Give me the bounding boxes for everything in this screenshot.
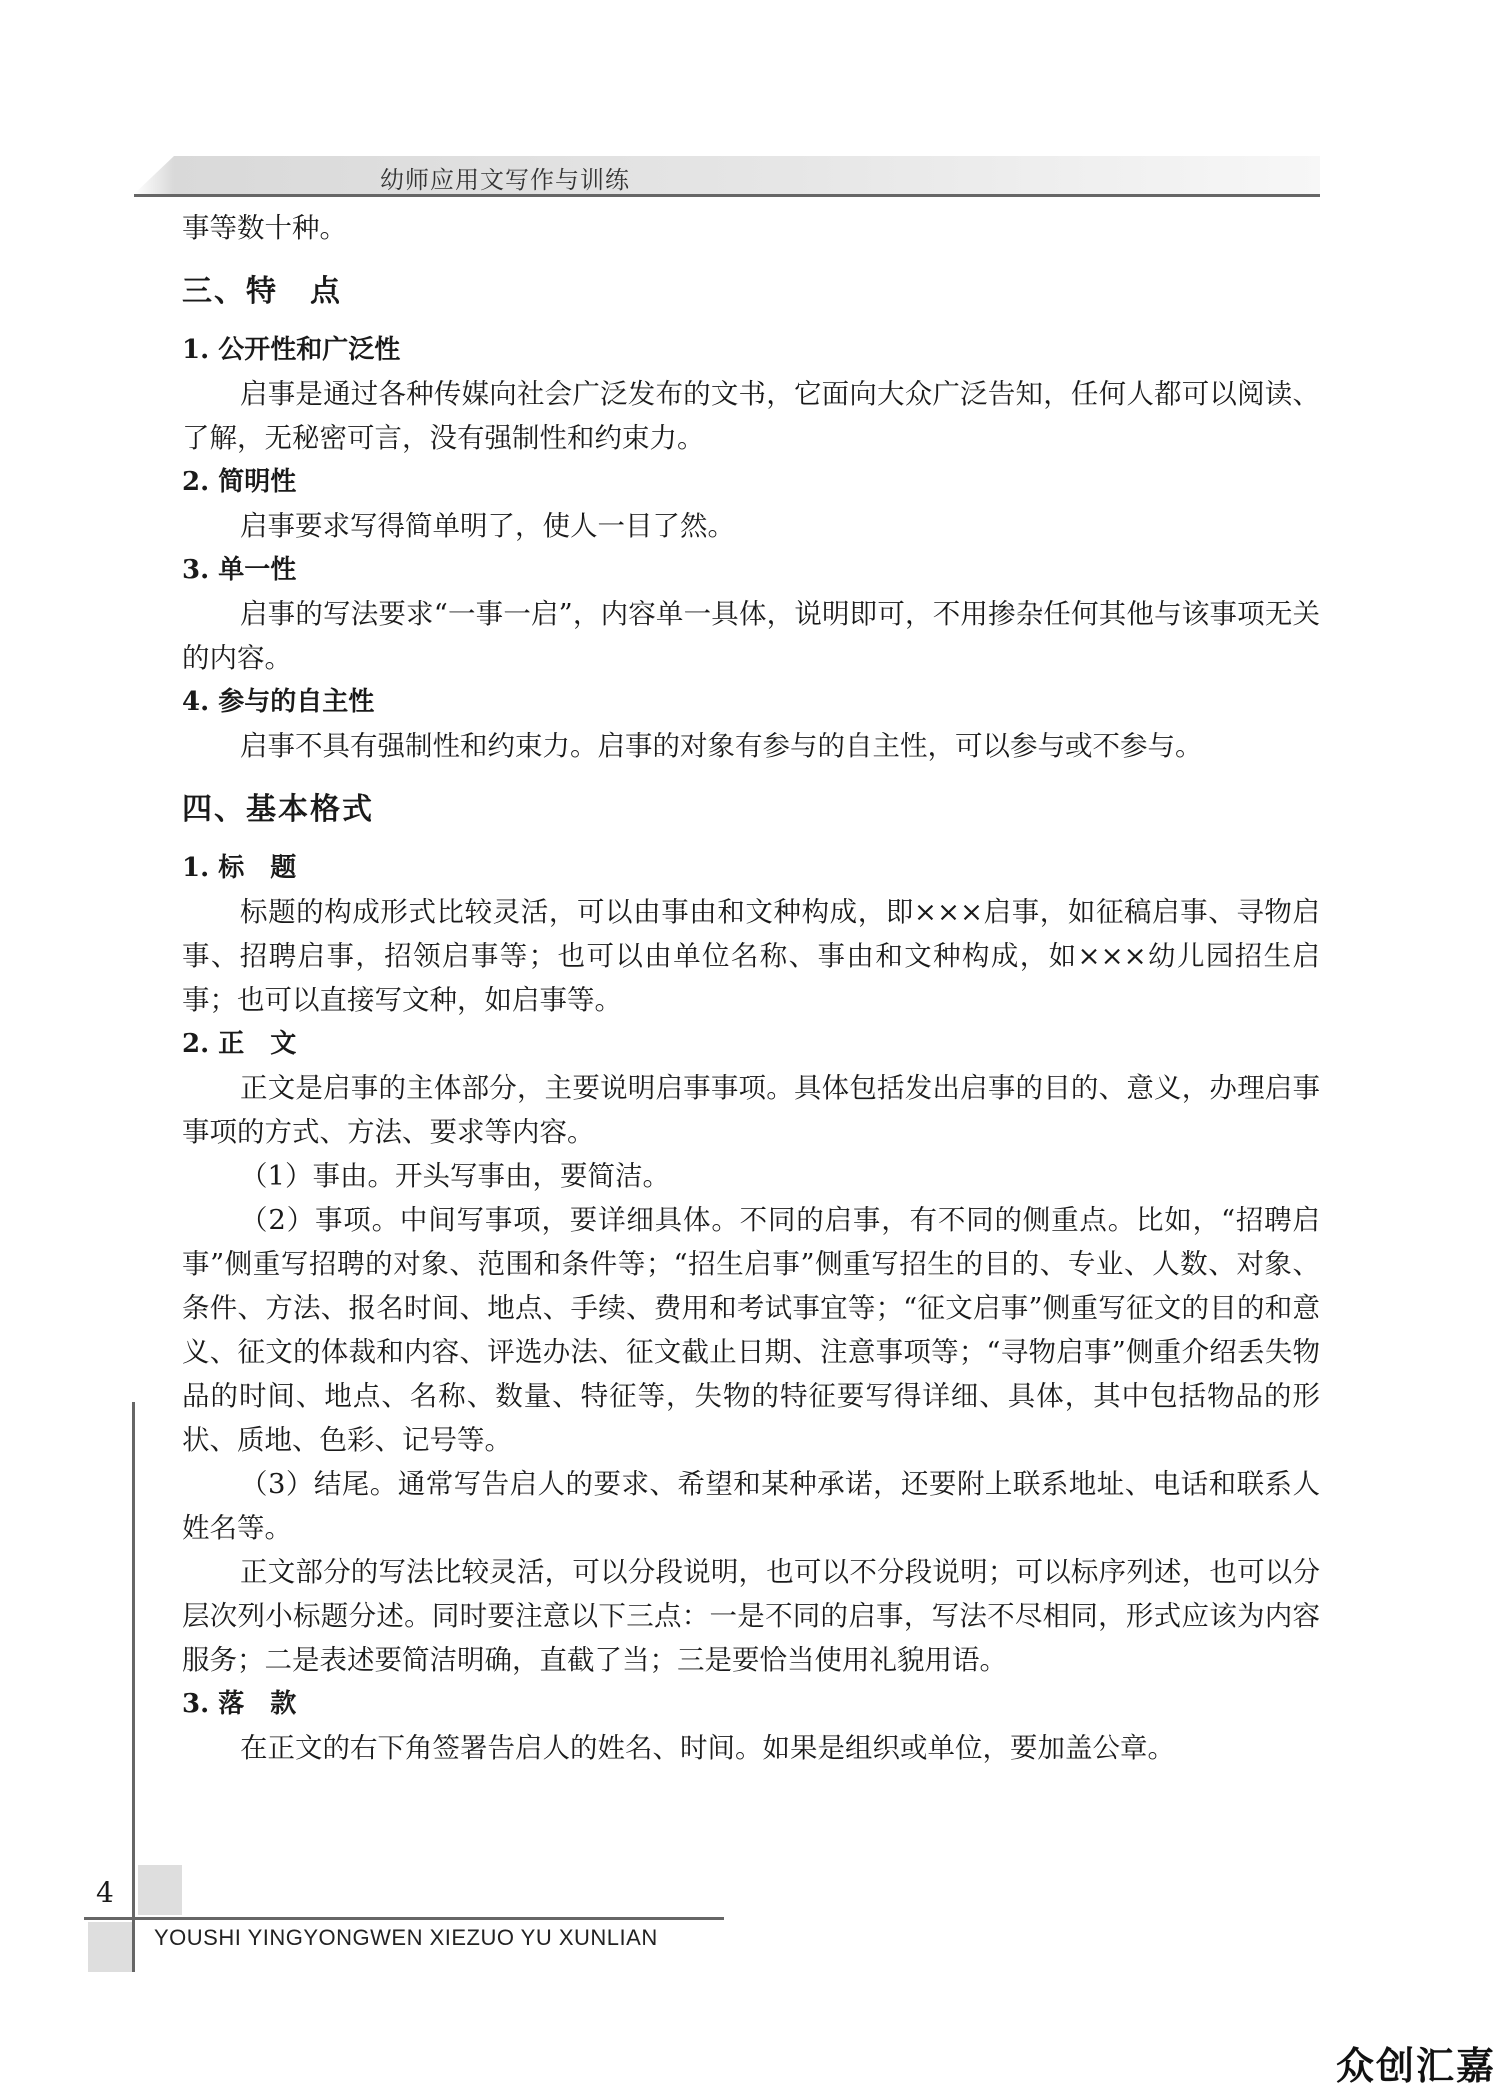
margin-vertical-rule [132, 1402, 135, 1972]
format-text-signature: 在正文的右下角签署告启人的姓名、时间。如果是组织或单位，要加盖公章。 [240, 1732, 1175, 1764]
feature-title-1: 1. 公开性和广泛性 [182, 335, 401, 365]
feature-text-2: 启事要求写得简单明了，使人一目了然。 [240, 510, 735, 542]
feature-text-4: 启事不具有强制性和约束力。启事的对象有参与的自主性，可以参与或不参与。 [240, 730, 1203, 762]
page-number-shade [138, 1865, 182, 1915]
feature-text-1: 启事是通过各种传媒向社会广泛发布的文书，它面向大众广泛告知，任何人都可以阅读、了解，无秘密可言，没有强制性和约束力。 [182, 378, 1320, 454]
watermark-logo: 众创汇嘉 [1335, 2044, 1496, 2088]
format-title-heading: 1. 标 题 [182, 853, 297, 883]
format-text-body-note: 正文部分的写法比较灵活，可以分段说明，也可以不分段说明；可以标序列述，也可以分层次列小标题分述。同时要注意以下三点：一是不同的启事，写法不尽相同，形式应该为内容服务；二是表述要简洁明确，直截了当；三是要恰当使用礼貌用语。 [182, 1556, 1320, 1676]
feature-title-2: 2. 简明性 [182, 467, 297, 497]
feature-title-3: 3. 单一性 [182, 555, 297, 585]
footer-pinyin-title: YOUSHI YINGYONGWEN XIEZUO YU XUNLIAN [154, 1925, 658, 1950]
section-heading-format: 四、基本格式 [182, 792, 374, 827]
page-body [182, 206, 1320, 1770]
format-title-signature: 3. 落 款 [182, 1689, 297, 1719]
header-band [134, 156, 1320, 194]
feature-text-3: 启事的写法要求“一事一启”，内容单一具体，说明即可，不用掺杂任何其他与该事项无关的内容。 [182, 598, 1320, 674]
running-header-title: 幼师应用文写作与训练 [380, 166, 630, 194]
format-title-body: 2. 正 文 [182, 1029, 297, 1059]
page-number: 4 [96, 1876, 114, 1909]
footer-shade [88, 1922, 132, 1972]
carry-over-text: 事等数十种。 [182, 212, 347, 244]
header-rule [134, 194, 1320, 197]
footer-rule [84, 1917, 724, 1920]
format-text-heading: 标题的构成形式比较灵活，可以由事由和文种构成，即×××启事，如征稿启事、寻物启事、招聘启事，招领启事等；也可以由单位名称、事由和文种构成，如×××幼儿园招生启事；也可以直接写文种，如启事等。 [182, 896, 1320, 1016]
format-text-body-p1: （1）事由。开头写事由，要简洁。 [240, 1160, 670, 1192]
format-text-body-intro: 正文是启事的主体部分，主要说明启事事项。具体包括发出启事的目的、意义，办理启事事项的方式、方法、要求等内容。 [182, 1072, 1320, 1148]
feature-title-4: 4. 参与的自主性 [182, 687, 375, 717]
format-text-body-p2: （2）事项。中间写事项，要详细具体。不同的启事，有不同的侧重点。比如，“招聘启事”侧重写招聘的对象、范围和条件等；“招生启事”侧重写招生的目的、专业、人数、对象、条件、方法、报名时间、地点、手续、费用和考试事宜等；“征文启事”侧重写征文的目的和意义、征文的体裁和内容、评选办法、征文截止日期、注意事项等；“寻物启事”侧重介绍丢失物品的时间、地点、名称、数量、特征等，失物的特征要写得详细、具体，其中包括物品的形状、质地、色彩、记号等。 [182, 1204, 1320, 1456]
section-heading-features: 三、特 点 [182, 274, 342, 309]
format-text-body-p3: （3）结尾。通常写告启人的要求、希望和某种承诺，还要附上联系地址、电话和联系人姓名等。 [182, 1468, 1320, 1544]
